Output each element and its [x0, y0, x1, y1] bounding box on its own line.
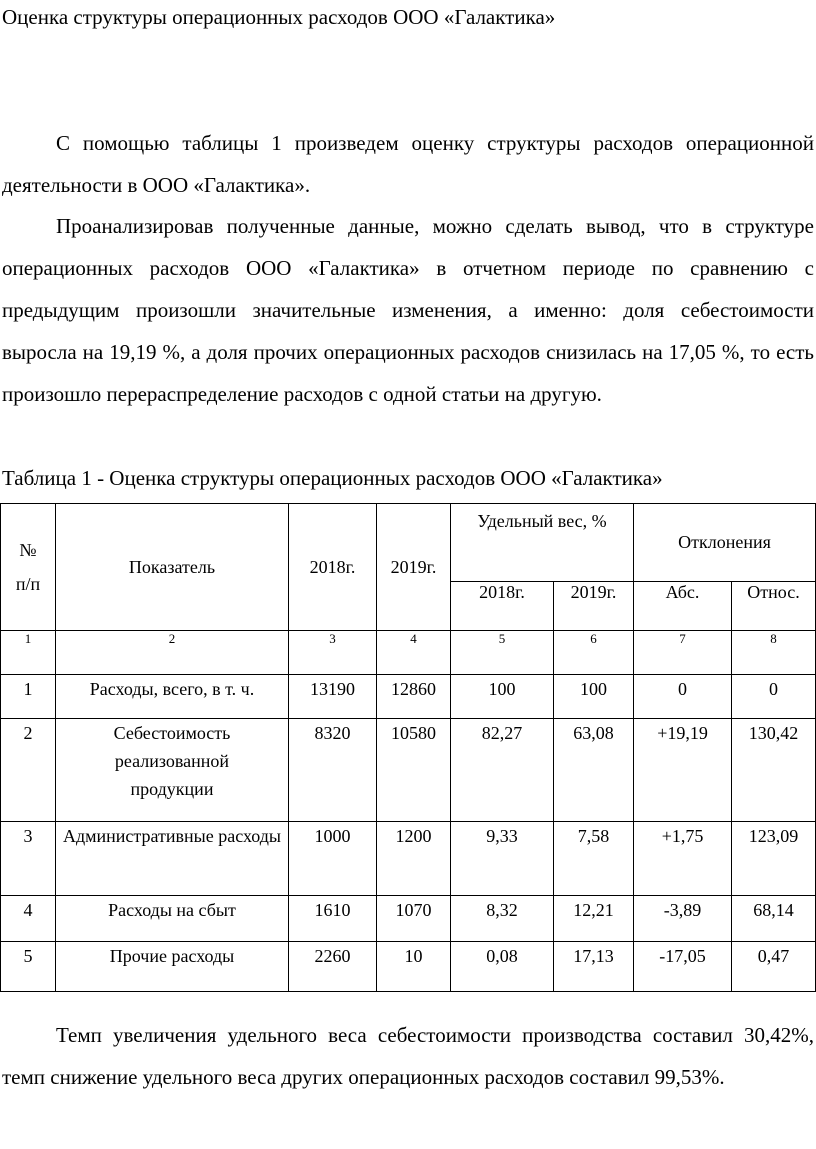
header-deviation: Отклонения: [634, 504, 816, 582]
column-number: 5: [451, 631, 554, 675]
header-share-2019: 2019г.: [554, 582, 634, 631]
table-cell: 68,14: [732, 896, 816, 942]
table-cell: 82,27: [451, 719, 554, 822]
document-title: Оценка структуры операционных расходов ООО «Галактика»: [2, 5, 556, 29]
table-cell: 0,08: [451, 942, 554, 992]
expense-structure-table: [0, 503, 816, 992]
table-cell: 1070: [377, 896, 451, 942]
table-cell: 1610: [289, 896, 377, 942]
column-number: 7: [634, 631, 732, 675]
table-cell: 1200: [377, 822, 451, 896]
column-number: 6: [554, 631, 634, 675]
header-deviation-abs: Абс.: [634, 582, 732, 631]
table-cell: 17,13: [554, 942, 634, 992]
table-cell: Прочие расходы: [56, 942, 289, 992]
table-cell: +19,19: [634, 719, 732, 822]
table-cell: 0,47: [732, 942, 816, 992]
column-number: 2: [56, 631, 289, 675]
table-cell: 3: [1, 822, 56, 896]
header-year-2019: 2019г.: [377, 504, 451, 631]
table-cell: 9,33: [451, 822, 554, 896]
table-cell: 1000: [289, 822, 377, 896]
table-cell: Расходы, всего, в т. ч.: [56, 675, 289, 719]
table-cell: 1: [1, 675, 56, 719]
table-row: [1, 822, 816, 896]
table-cell: Расходы на сбыт: [56, 896, 289, 942]
table-cell: 130,42: [732, 719, 816, 822]
table-cell: 123,09: [732, 822, 816, 896]
table-row: [1, 719, 816, 822]
header-deviation-rel: Относ.: [732, 582, 816, 631]
column-number: 8: [732, 631, 816, 675]
table-cell: 13190: [289, 675, 377, 719]
table-caption: Таблица 1 - Оценка структуры операционных расходов ООО «Галактика»: [2, 466, 663, 490]
table-cell: 8320: [289, 719, 377, 822]
table-cell: 4: [1, 896, 56, 942]
table-cell: 2: [1, 719, 56, 822]
table-cell: 10580: [377, 719, 451, 822]
table-cell: 100: [451, 675, 554, 719]
column-number: 4: [377, 631, 451, 675]
intro-paragraph: С помощью таблицы 1 произведем оценку структуры расходов операционной деятельности в ООО «Галактика».: [2, 131, 814, 197]
header-year-2018: 2018г.: [289, 504, 377, 631]
table-cell: 8,32: [451, 896, 554, 942]
column-number: 3: [289, 631, 377, 675]
table-cell: Себестоимость реализованной продукции: [56, 719, 289, 822]
table-row: [1, 675, 816, 719]
header-number-symbol: №: [19, 540, 37, 560]
header-number: [1, 504, 56, 631]
table-cell: 63,08: [554, 719, 634, 822]
header-number-abbr: п/п: [15, 574, 41, 594]
header-share: Удельный вес, %: [451, 504, 634, 582]
conclusion-paragraph: Темп увеличения удельного веса себестоимости производства составил 30,42%, темп снижение удельного веса других операционных расходов составил 99,53%.: [2, 1023, 814, 1089]
table-cell: 0: [732, 675, 816, 719]
table-cell: 12,21: [554, 896, 634, 942]
analysis-paragraph: Проанализировав полученные данные, можно сделать вывод, что в структуре операционных расходов ООО «Галактика» в отчетном периоде по сравнению с предыдущим произошли значительные изменения, а именно: доля себестоимости выросла на 19,19 %, а доля прочих операционных расходов снизилась на 17,05 %, то есть произошло перераспределение расходов с одной статьи на другую.: [2, 214, 814, 406]
table-cell: 2260: [289, 942, 377, 992]
table-cell: 7,58: [554, 822, 634, 896]
table-cell: 0: [634, 675, 732, 719]
table-cell: -3,89: [634, 896, 732, 942]
column-number: 1: [1, 631, 56, 675]
table-cell: 5: [1, 942, 56, 992]
table-cell: 100: [554, 675, 634, 719]
column-number-row: [1, 631, 816, 675]
header-share-2018: 2018г.: [451, 582, 554, 631]
table-cell: +1,75: [634, 822, 732, 896]
header-indicator: Показатель: [56, 504, 289, 631]
table-cell: Административные расходы: [56, 822, 289, 896]
table-row: [1, 942, 816, 992]
table-cell: 10: [377, 942, 451, 992]
table-row: [1, 896, 816, 942]
table-cell: -17,05: [634, 942, 732, 992]
table-cell: 12860: [377, 675, 451, 719]
